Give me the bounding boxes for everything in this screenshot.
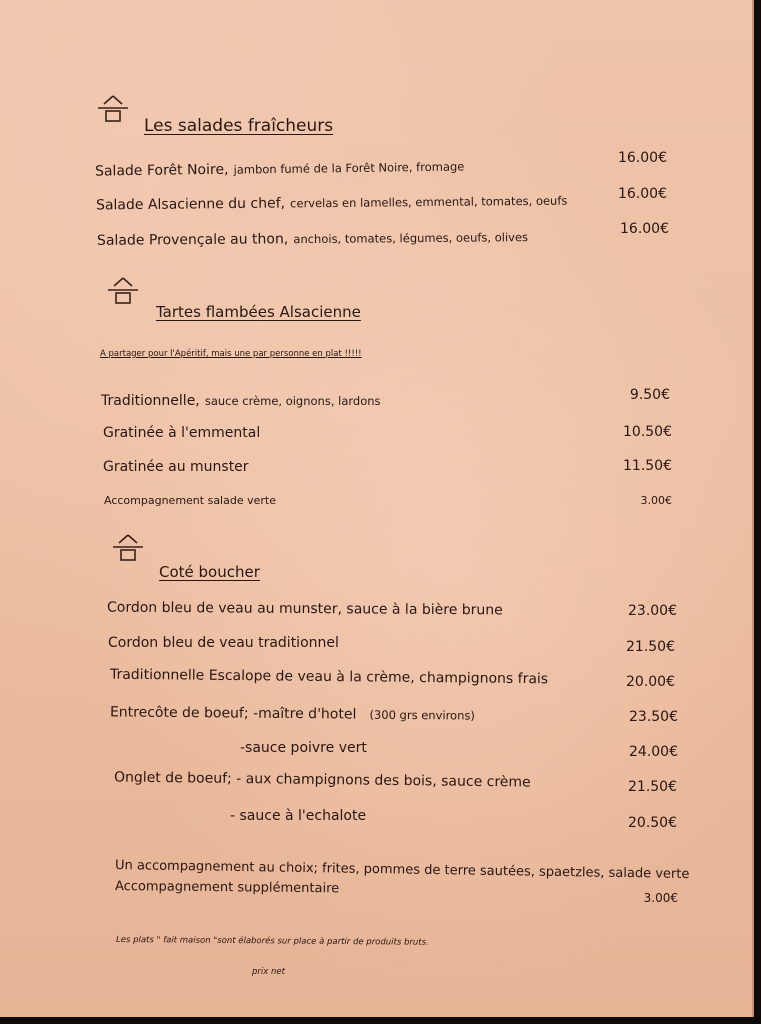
- item-price: 23.50€: [629, 709, 678, 725]
- item-price: 10.50€: [623, 424, 672, 440]
- item-price: 20.00€: [626, 674, 675, 690]
- section-note: A partager pour l'Apéritif, mais une par personne en plat !!!!!: [100, 349, 362, 359]
- house-icon: [111, 533, 145, 563]
- section-title-salades: Les salades fraîcheurs: [144, 116, 334, 136]
- item-name: Traditionnelle Escalope de veau à la crème, champignons frais: [109, 666, 549, 688]
- menu-item: [101, 390, 381, 409]
- item-name: Gratinée à l'emmental: [103, 425, 261, 441]
- item-name: Entrecôte de boeuf; -maître d'hotel: [109, 704, 357, 723]
- menu-item: [110, 701, 475, 723]
- item-name: Salade Provençale au thon,: [96, 231, 289, 249]
- item-name: Traditionnelle,: [101, 393, 200, 409]
- item-name: Gratinée au munster: [103, 459, 249, 475]
- item-price: 16.00€: [618, 150, 667, 166]
- item-name: Onglet de boeuf; - aux champignons des bois, sauce crème: [113, 769, 531, 791]
- item-name: Salade Alsacienne du chef,: [95, 195, 286, 214]
- house-icon: [96, 94, 130, 124]
- section-title-boucher: Coté boucher: [159, 563, 260, 581]
- item-desc: anchois, tomates, légumes, oeufs, olives: [293, 230, 529, 247]
- item-price: 21.50€: [628, 779, 677, 795]
- item-price: 23.00€: [628, 603, 677, 619]
- item-desc: cervelas en lamelles, emmental, tomates, oeufs: [290, 193, 568, 211]
- side-label: Accompagnement salade verte: [104, 494, 276, 507]
- item-price: 11.50€: [623, 458, 672, 474]
- item-name: Cordon bleu de veau traditionnel: [108, 635, 339, 651]
- item-name: Cordon bleu de veau au munster, sauce à la bière brune: [106, 599, 503, 619]
- item-price: 24.00€: [629, 744, 678, 760]
- item-desc: jambon fumé de la Forêt Noire, fromage: [233, 159, 465, 177]
- house-icon: [106, 276, 140, 306]
- item-price: 21.50€: [626, 639, 675, 655]
- footer-prix: prix net: [252, 967, 285, 977]
- section-title-tartes: Tartes flambées Alsacienne: [156, 303, 361, 321]
- item-name: - sauce à l'echalote: [230, 808, 367, 824]
- item-price: 16.00€: [618, 186, 667, 202]
- menu-item: [96, 190, 568, 214]
- item-price: 20.50€: [628, 815, 677, 831]
- footer-note: Les plats " fait maison "sont élaborés sur place à partir de produits bruts.: [115, 935, 429, 948]
- item-extra: (300 grs environs): [369, 707, 475, 723]
- item-name: -sauce poivre vert: [240, 740, 367, 756]
- item-name: Salade Forêt Noire,: [94, 161, 229, 180]
- item-desc: sauce crème, oignons, lardons: [204, 394, 381, 408]
- menu-item: [97, 226, 528, 249]
- accompaniment-choice: Un accompagnement au choix; frites, pommes de terre sautées, spaetzles, salade verte: [114, 858, 690, 883]
- item-price: 16.00€: [620, 221, 669, 237]
- item-price: 9.50€: [629, 387, 670, 403]
- accompaniment-price: 3.00€: [643, 891, 678, 905]
- menu-item: [95, 155, 465, 179]
- side-price: 3.00€: [640, 494, 672, 507]
- accompaniment-extra: Accompagnement supplémentaire: [114, 879, 340, 897]
